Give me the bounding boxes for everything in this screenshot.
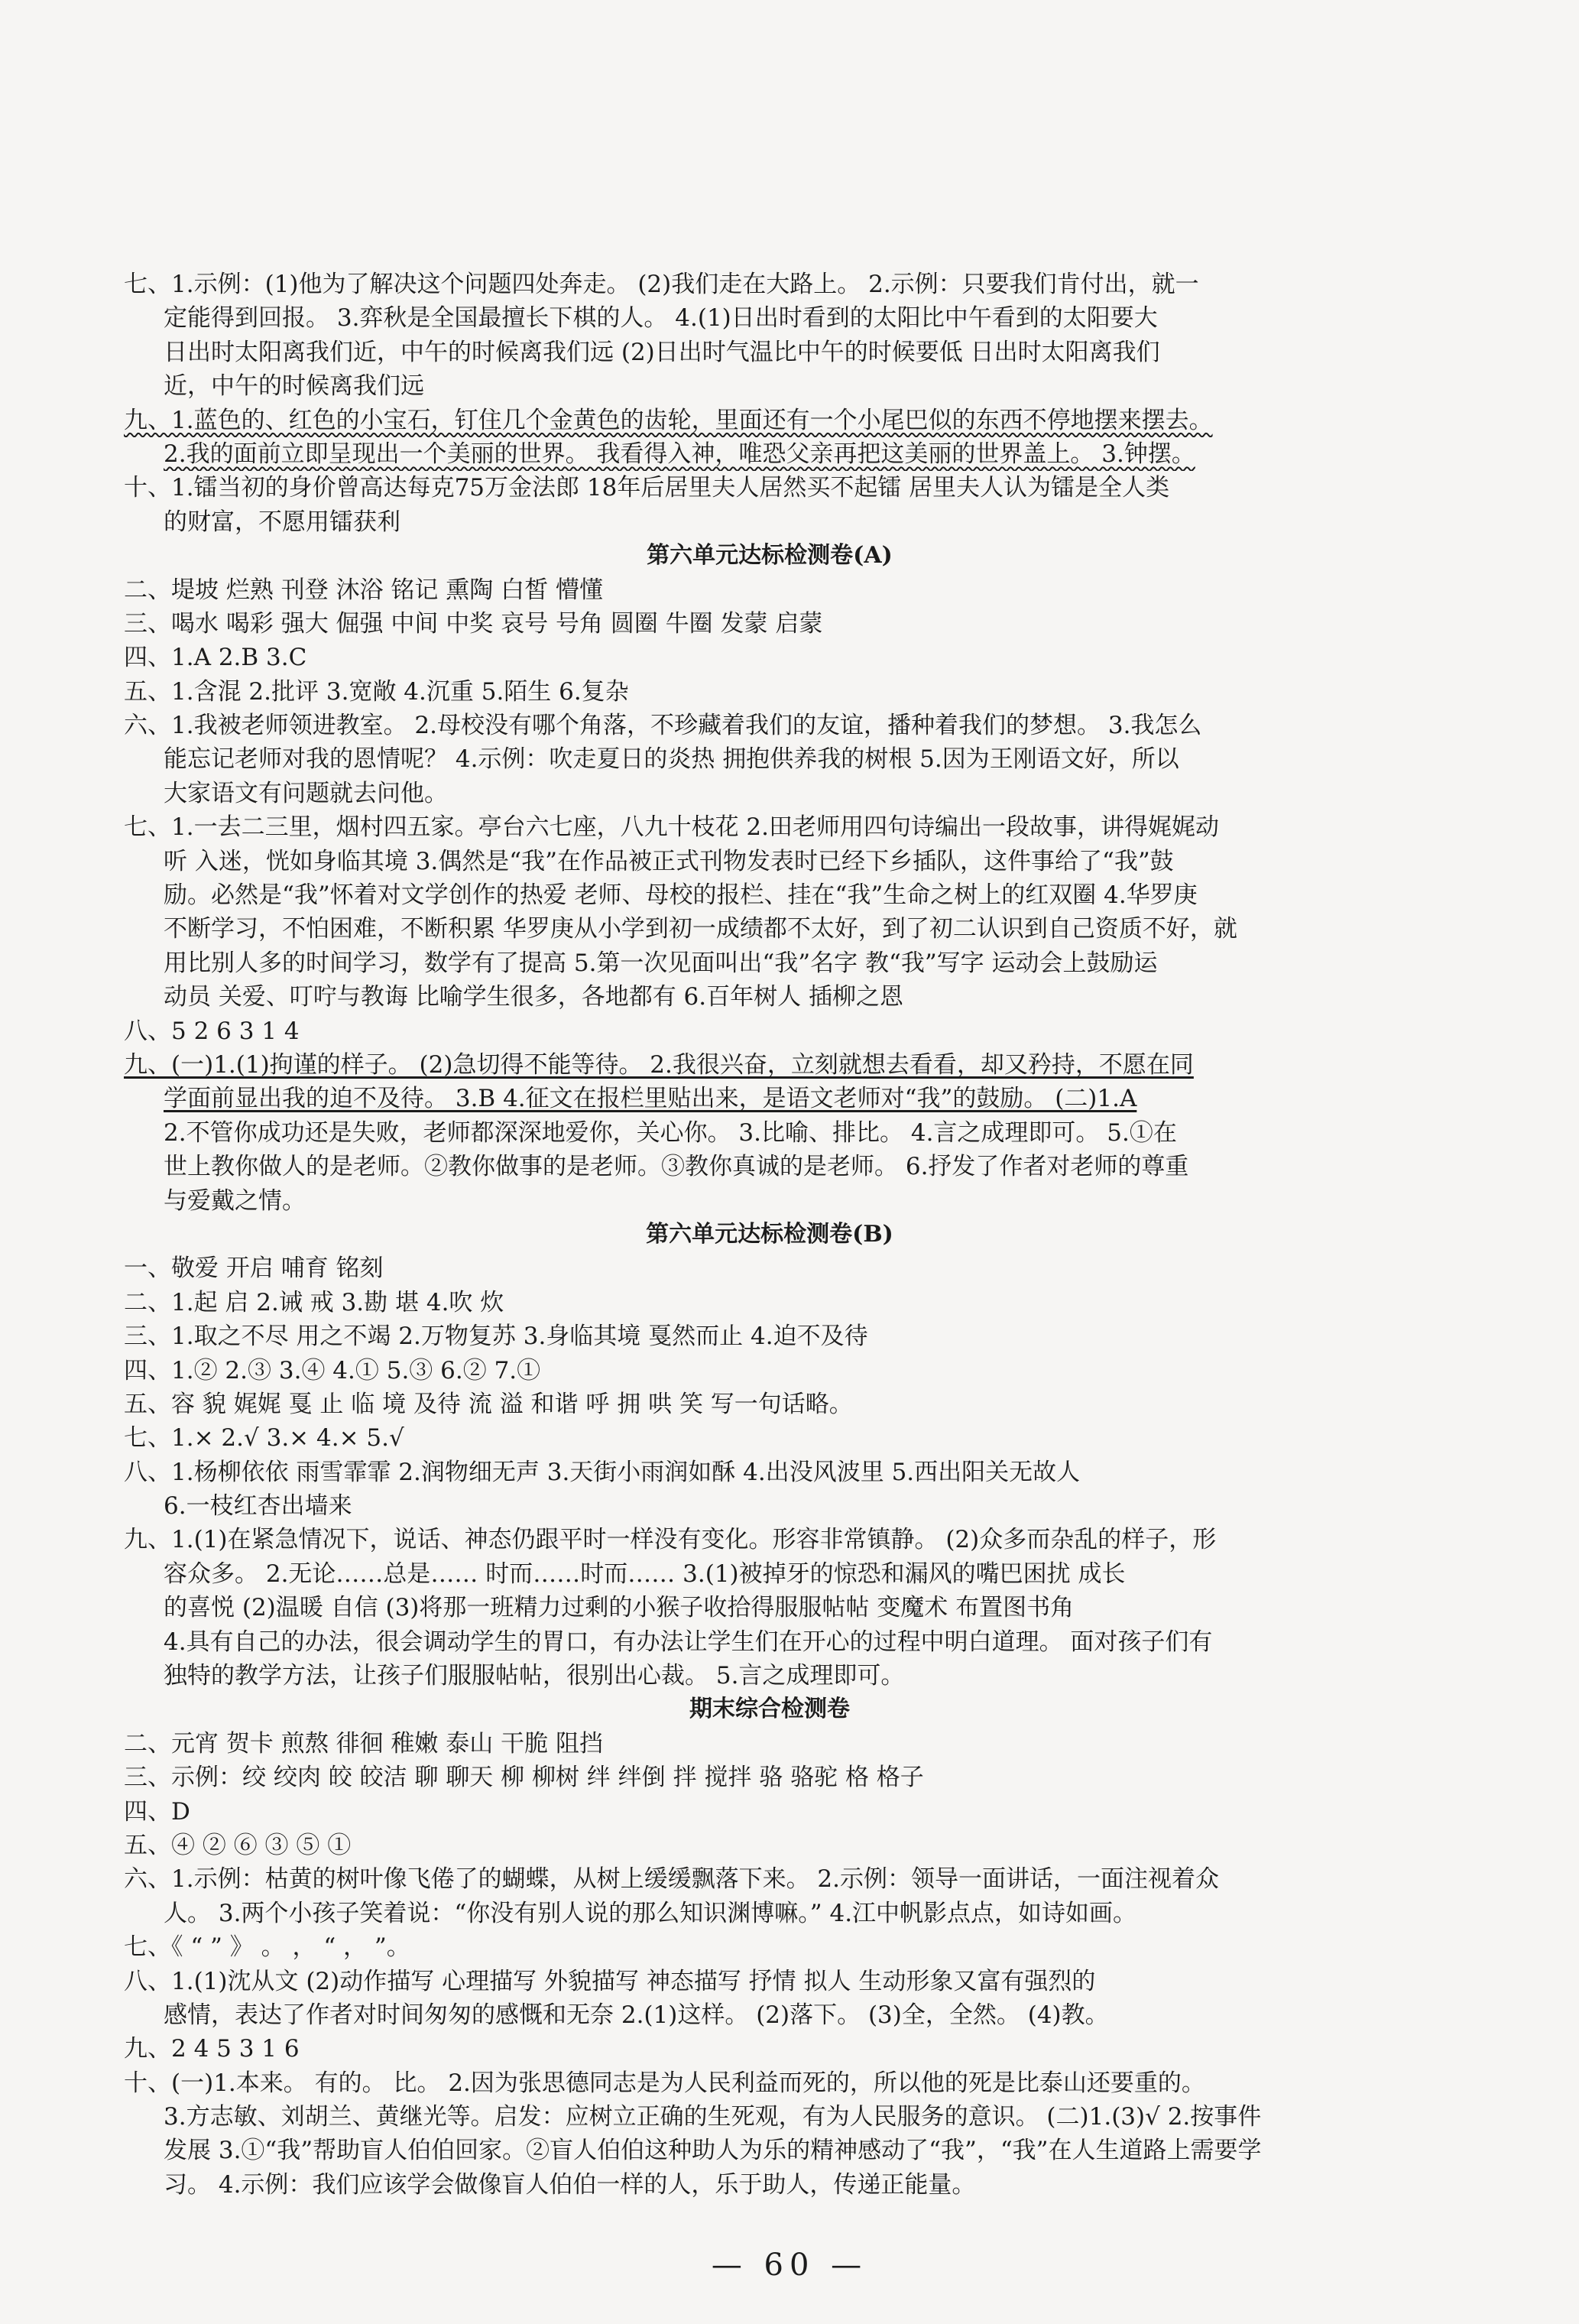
section-title — [124, 1218, 1415, 1251]
answer-line — [124, 912, 1415, 946]
answer-line — [124, 946, 1415, 980]
answer-line — [124, 709, 1415, 742]
answer-text: 6.一枝红杏出墙来 — [164, 1492, 352, 1521]
answer-text: 二、1.起 启 2.诫 戒 3.勘 堪 4.吹 炊 — [124, 1288, 504, 1316]
answer-text: 3.方志敏、刘胡兰、黄继光等。启发：应树立正确的生死观，有为人民服务的意识。 (二)1.(3)√ 2.按事件 — [164, 2103, 1262, 2131]
answer-line — [124, 1965, 1415, 1998]
answer-line — [124, 1116, 1415, 1150]
answer-line — [124, 1489, 1415, 1523]
answer-line — [124, 1761, 1415, 1794]
answer-text: 十、(一)1.本来。 有的。 比。 2.因为张思德同志是为人民利益而死的，所以他的死是比泰山还要重的。 — [124, 2069, 1205, 2097]
answer-line — [124, 369, 1415, 403]
answer-line — [124, 2066, 1415, 2100]
answer-text: 的财富，不愿用镭获利 — [164, 508, 400, 536]
answer-text: 感情，表达了作者对时间匆匆的感慨和无奈 2.(1)这样。 (2)落下。 (3)全，全然。 (4)教。 — [164, 2001, 1109, 2029]
answer-line — [124, 1354, 1415, 1388]
answer-text: 三、1.取之不尽 用之不竭 2.万物复苏 3.身临其境 戛然而止 4.迫不及待 — [124, 1323, 868, 1351]
answer-line — [124, 777, 1415, 810]
answer-text: 第六单元达标检测卷(B) — [646, 1220, 893, 1248]
answer-text: 用比别人多的时间学习，数学有了提高 5.第一次见面叫出“我”名字 教“我”写字 运动会上鼓励运 — [164, 949, 1158, 977]
answer-line — [124, 1557, 1415, 1591]
answer-text: 2.我的面前立即呈现出一个美丽的世界。 我看得入神，唯恐父亲再把这美丽的世界盖上。 3.钟摆。 — [164, 440, 1195, 468]
answer-line — [124, 1184, 1415, 1218]
answer-text: 六、1.示例：枯黄的树叶像飞倦了的蝴蝶，从树上缓缓飘落下来。 2.示例：领导一面讲话，一面注视着众 — [124, 1865, 1220, 1894]
answer-text: 习。 4.示例：我们应该学会做像盲人伯伯一样的人，乐于助人，传递正能量。 — [164, 2170, 976, 2199]
answer-line — [124, 1286, 1415, 1319]
answer-text: 2.不管你成功还是失败，老师都深深地爱你，关心你。 3.比喻、排比。 4.言之成理即可。 5.①在 — [164, 1118, 1177, 1147]
answer-text: 世上教你做人的是老师。②教你做事的是老师。③教你真诚的是老师。 6.抒发了作者对老师的尊重 — [164, 1153, 1189, 1181]
answer-text: 五、④ ② ⑥ ③ ⑤ ① — [124, 1831, 352, 1859]
answer-line — [124, 471, 1415, 505]
answer-line — [124, 404, 1415, 437]
answer-line — [124, 2100, 1415, 2134]
answer-text: 四、D — [124, 1797, 190, 1826]
answer-line — [124, 1998, 1415, 2032]
answer-line — [124, 336, 1415, 369]
answer-text: 励。必然是“我”怀着对文学创作的热爱 老师、母校的报栏、挂在“我”生命之树上的红双圈 4.华罗庚 — [164, 881, 1198, 910]
answer-line — [124, 607, 1415, 641]
answer-line — [124, 301, 1415, 335]
answer-line — [124, 437, 1415, 471]
answer-line — [124, 1591, 1415, 1625]
answer-text: 七、1.示例：(1)他为了解决这个问题四处奔走。 (2)我们走在大路上。 2.示例：只要我们肯付出，就一 — [124, 271, 1199, 298]
answer-line — [124, 1659, 1415, 1693]
answer-text: 七、1.× 2.√ 3.× 4.× 5.√ — [124, 1424, 404, 1452]
answer-text: 近，中午的时候离我们远 — [164, 372, 424, 401]
answer-text: 一、敬爱 开启 哺育 铭刻 — [124, 1255, 384, 1283]
answer-line — [124, 1421, 1415, 1455]
answer-line — [124, 1456, 1415, 1489]
answer-line — [124, 810, 1415, 844]
section-title — [124, 539, 1415, 573]
answer-line — [124, 878, 1415, 912]
answer-line — [124, 1930, 1415, 1964]
answer-text: 九、1.蓝色的、红色的小宝石，钉住几个金黄色的齿轮，里面还有一个小尾巴似的东西不停地摆来摆去。 — [124, 406, 1213, 434]
page-number: — 60 — — [711, 2248, 868, 2283]
answer-line — [124, 1523, 1415, 1556]
answer-line — [124, 1251, 1415, 1285]
answer-line — [124, 2032, 1415, 2066]
answer-text: 期末综合检测卷 — [689, 1696, 850, 1723]
answer-line — [124, 268, 1415, 301]
answer-text: 学面前显出我的迫不及待。 3.B 4.征文在报栏里贴出来，是语文老师对“我”的鼓励。 (二)1.A — [164, 1085, 1137, 1113]
answer-line — [124, 1388, 1415, 1421]
answer-text: 听 入迷，恍如身临其境 3.偶然是“我”在作品被正式刊物发表时已经下乡插队，这件事给了“我”鼓 — [164, 847, 1174, 875]
answer-line — [124, 1727, 1415, 1761]
answer-text: 八、1.杨柳依依 雨雪霏霏 2.润物细无声 3.天街小雨润如酥 4.出没风波里 5.西出阳关无故人 — [124, 1458, 1081, 1486]
answer-text: 容众多。 2.无论……总是…… 时而……时而…… 3.(1)被掉牙的惊恐和漏风的嘴巴困扰 成长 — [164, 1560, 1126, 1588]
answer-line — [124, 573, 1415, 607]
answer-text: 4.具有自己的办法，很会调动学生的胃口，有办法让学生们在开心的过程中明白道理。 面对孩子们有 — [164, 1628, 1213, 1656]
answer-line — [124, 845, 1415, 878]
answer-line — [124, 2168, 1415, 2202]
answer-text: 二、元宵 贺卡 煎熬 徘徊 稚嫩 泰山 干脆 阻挡 — [124, 1729, 603, 1758]
answer-line — [124, 1014, 1415, 1048]
answer-text: 四、1.A 2.B 3.C — [124, 644, 307, 672]
answer-text: 九、1.(1)在紧急情况下，说话、神态仍跟平时一样没有变化。形容非常镇静。 (2)众多而杂乱的样子，形 — [124, 1526, 1217, 1554]
answer-text: 五、容 貌 娓娓 戛 止 临 境 及待 流 溢 和谐 呼 拥 哄 笑 写一句话略。 — [124, 1390, 853, 1418]
answer-line — [124, 1048, 1415, 1082]
answer-line — [124, 675, 1415, 709]
answer-text: 人。 3.两个小孩子笑着说：“你没有别人说的那么知识渊博嘛。” 4.江中帆影点点，如诗如画。 — [164, 1899, 1137, 1927]
answer-text: 七、《 “ ” 》 。 ， “ ， ”。 — [124, 1933, 410, 1962]
answer-text: 八、5 2 6 3 1 4 — [124, 1017, 300, 1045]
answer-text: 三、示例：绞 绞肉 皎 皎洁 聊 聊天 柳 柳树 绊 绊倒 拌 搅拌 骆 骆驼 格 格子 — [124, 1764, 924, 1792]
answer-text: 定能得到回报。 3.弈秋是全国最擅长下棋的人。 4.(1)日出时看到的太阳比中午看到的太阳要大 — [164, 304, 1158, 333]
answer-line — [124, 1319, 1415, 1353]
answer-text: 与爱戴之情。 — [164, 1186, 306, 1215]
answer-text: 二、堤坡 烂熟 刊登 沐浴 铭记 熏陶 白皙 懵懂 — [124, 576, 603, 604]
answer-text: 日出时太阳离我们近，中午的时候离我们远 (2)日出时气温比中午的时候要低 日出时太阳离我们 — [164, 338, 1160, 366]
answer-text: 独特的教学方法，让孩子们服服帖帖，很别出心裁。 5.言之成理即可。 — [164, 1662, 905, 1690]
answer-text: 三、喝水 喝彩 强大 倔强 中间 中奖 哀号 号角 圆圈 牛圈 发蒙 启蒙 — [124, 609, 823, 638]
answer-text: 四、1.② 2.③ 3.④ 4.① 5.③ 6.② 7.① — [124, 1356, 541, 1384]
answer-text: 五、1.含混 2.批评 3.宽敞 4.沉重 5.陌生 6.复杂 — [124, 677, 629, 706]
answer-line — [124, 1625, 1415, 1659]
answer-line — [124, 2134, 1415, 2167]
answer-content — [124, 268, 1415, 2202]
section-title — [124, 1693, 1415, 1726]
answer-line — [124, 1150, 1415, 1183]
answer-line — [124, 641, 1415, 674]
answer-text: 动员 关爱、叮咛与教诲 比喻学生很多，各地都有 6.百年树人 插柳之恩 — [164, 983, 903, 1011]
answer-line — [124, 505, 1415, 539]
answer-text: 大家语文有问题就去问他。 — [164, 779, 448, 807]
answer-line — [124, 1795, 1415, 1829]
answer-line — [124, 1082, 1415, 1115]
answer-line — [124, 1862, 1415, 1896]
answer-line — [124, 742, 1415, 776]
answer-text: 十、1.镭当初的身价曾高达每克75万金法郎 18年后居里夫人居然买不起镭 居里夫人认为镭是全人类 — [124, 474, 1170, 502]
answer-text: 六、1.我被老师领进教室。 2.母校没有哪个角落，不珍藏着我们的友谊，播种着我们的梦想。 3.我怎么 — [124, 712, 1202, 740]
answer-text: 不断学习，不怕困难，不断积累 华罗庚从小学到初一成绩都不太好，到了初二认识到自己资质不好，就 — [164, 915, 1237, 943]
answer-text: 第六单元达标检测卷(A) — [647, 542, 893, 570]
answer-text: 九、2 4 5 3 1 6 — [124, 2035, 300, 2063]
answer-line — [124, 980, 1415, 1014]
answer-text: 七、1.一去二三里，烟村四五家。亭台六七座，八九十枝花 2.田老师用四句诗编出一段故事，讲得娓娓动 — [124, 813, 1220, 842]
answer-line — [124, 1829, 1415, 1862]
answer-text: 发展 3.①“我”帮助盲人伯伯回家。②盲人伯伯这种助人为乐的精神感动了“我”，“我”在人生道路上需要学 — [164, 2137, 1262, 2165]
answer-text: 八、1.(1)沈从文 (2)动作描写 心理描写 外貌描写 神态描写 抒情 拟人 生动形象又富有强烈的 — [124, 1967, 1096, 1995]
answer-text: 能忘记老师对我的恩情呢？ 4.示例：吹走夏日的炎热 拥抱供养我的树根 5.因为王刚语文好，所以 — [164, 745, 1179, 774]
answer-line — [124, 1897, 1415, 1930]
answer-text: 九、(一)1.(1)拘谨的样子。 (2)急切得不能等待。 2.我很兴奋，立刻就想去看看，却又矜持，不愿在同 — [124, 1050, 1194, 1079]
answer-text: 的喜悦 (2)温暖 自信 (3)将那一班精力过剩的小猴子收拾得服服帖帖 变魔术 布置图书角 — [164, 1594, 1075, 1622]
